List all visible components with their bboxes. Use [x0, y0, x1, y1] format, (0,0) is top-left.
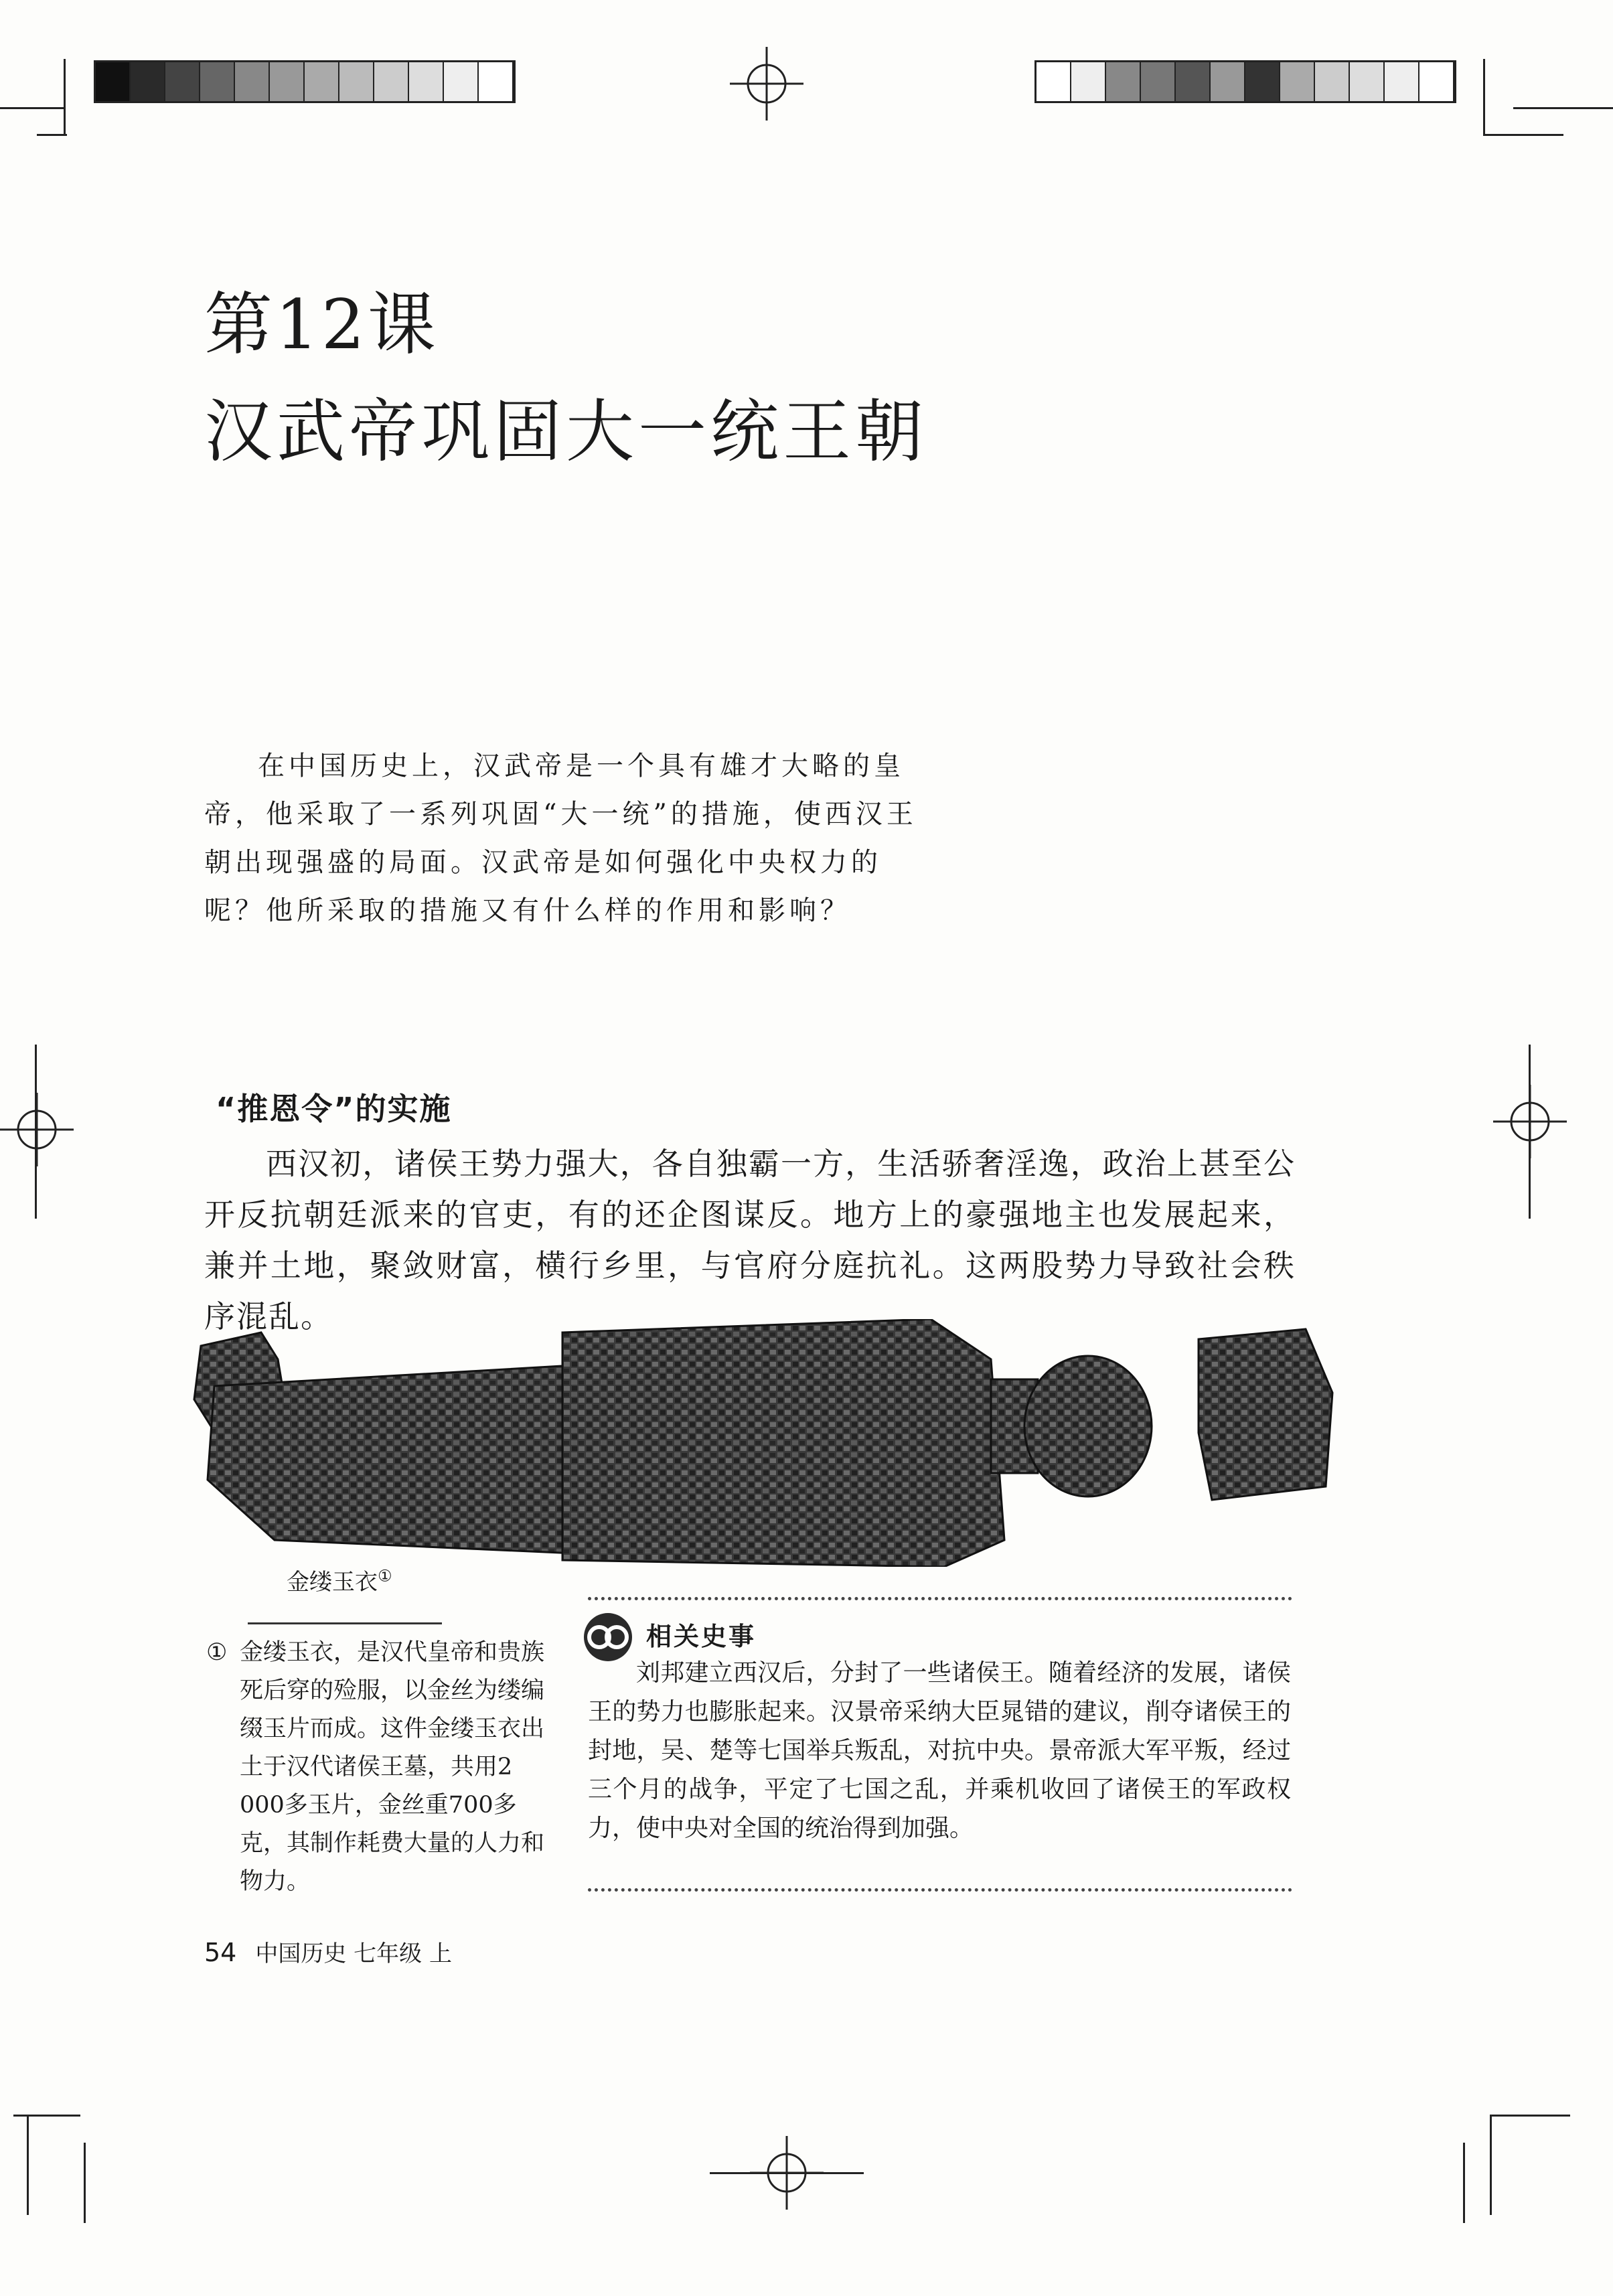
crop-mark [13, 2115, 80, 2117]
registration-mark-icon [0, 1093, 74, 1166]
related-box-top-border [588, 1597, 1292, 1600]
crop-mark [37, 134, 67, 136]
lesson-intro [204, 742, 927, 935]
section-paragraph: 西汉初，诸侯王势力强大，各自独霸一方，生活骄奢淫逸，政治上甚至公开反抗朝廷派来的官吏，有的还企图谋反。地方上的豪强地主也发展起来，兼并土地，聚敛财富，横行乡里，与官府分庭抗礼。这两股势力导致社会秩序混乱。 [204, 1146, 1296, 1334]
swatch-strip-right [1034, 60, 1456, 103]
crop-mark [84, 2143, 86, 2223]
page-number: 54 [204, 1938, 237, 1967]
page-footer [204, 1935, 452, 1968]
crop-mark [64, 59, 66, 134]
book-title: 中国历史 七年级 上 [255, 1940, 452, 1967]
footnote-ref: ① [378, 1566, 392, 1586]
section-body [204, 1138, 1296, 1342]
jade-burial-suit-illustration [187, 1319, 1353, 1567]
crop-mark [1490, 2115, 1570, 2117]
crop-mark [27, 2115, 29, 2215]
footnote-mark: ① [206, 1639, 228, 1666]
registration-mark-icon [730, 47, 803, 121]
lesson-number: 第12课 [204, 285, 439, 365]
related-history-title: 相关史事 [646, 1622, 757, 1651]
footnote-text: 金缕玉衣，是汉代皇帝和贵族死后穿的殓服，以金丝为缕编缀玉片而成。这件金缕玉衣出土于汉代诸侯王墓，共用2 000多玉片，金丝重700多克，其制作耗费大量的人力和物力。 [240, 1639, 545, 1895]
section-title: “推恩令”的实施 [216, 1091, 452, 1127]
crop-mark [35, 1045, 37, 1219]
crop-mark [0, 107, 64, 109]
crop-mark [1483, 134, 1563, 136]
figure-caption [287, 1563, 392, 1596]
crop-mark [1490, 2115, 1492, 2215]
crop-mark [710, 2172, 864, 2174]
related-box-bottom-border [588, 1888, 1292, 1892]
figure-caption-text: 金缕玉衣 [287, 1569, 378, 1596]
footnote-rule [248, 1622, 442, 1624]
intro-paragraph: 在中国历史上，汉武帝是一个具有雄才大略的皇帝，他采取了一系列巩固“大一统”的措施，使西汉王朝出现强盛的局面。汉武帝是如何强化中央权力的呢？他所采取的措施又有什么样的作用和影响？ [204, 751, 917, 926]
swatch-strip-left [94, 60, 516, 103]
related-history-paragraph: 刘邦建立西汉后，分封了一些诸侯王。随着经济的发展，诸侯王的势力也膨胀起来。汉景帝采纳大臣晁错的建议，削夺诸侯王的封地，吴、楚等七国举兵叛乱，对抗中央。景帝派大军平叛，经过三个月的战争，平定了七国之乱，并乘机收回了诸侯王的军政权力，使中央对全国的统治得到加强。 [588, 1659, 1291, 1842]
related-history-body [588, 1654, 1291, 1848]
crop-mark [1483, 59, 1485, 134]
footnote [206, 1634, 548, 1901]
crop-mark [1529, 1045, 1531, 1219]
crop-mark [1513, 107, 1613, 109]
crop-mark [1463, 2143, 1465, 2223]
lesson-title: 汉武帝巩固大一统王朝 [204, 392, 927, 472]
